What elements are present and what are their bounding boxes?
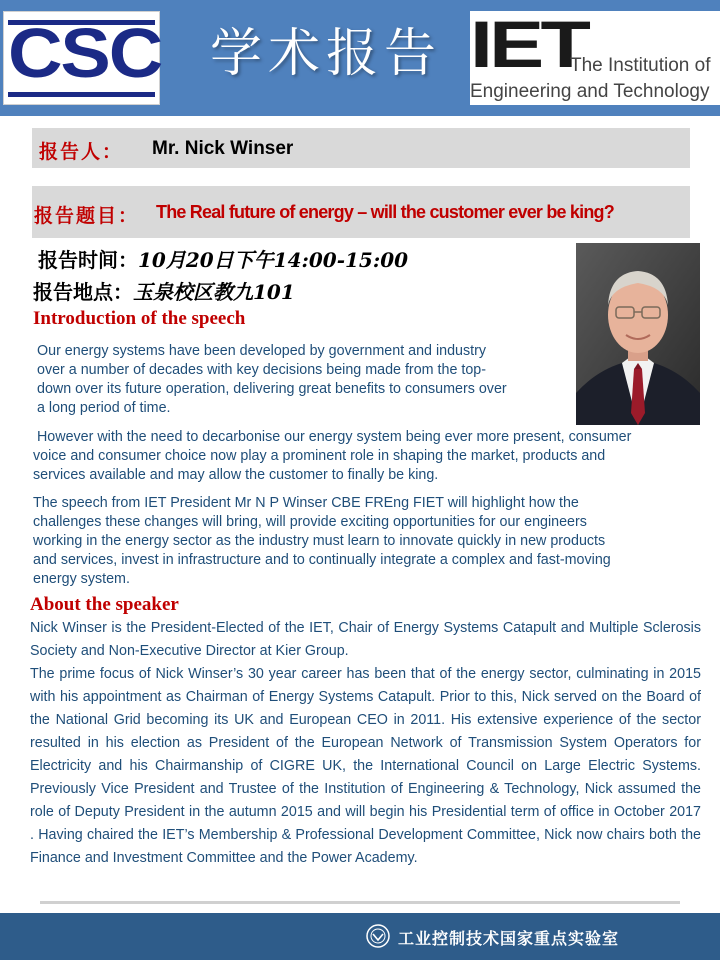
time-label: 报告时间： bbox=[38, 248, 138, 272]
text-line: and services, invest in infrastructure and to continually integrate a complex and fast-moving bbox=[33, 552, 611, 568]
speaker-bar bbox=[32, 128, 690, 168]
place-value: 玉泉校区教九101 bbox=[133, 280, 295, 304]
header-banner bbox=[0, 0, 720, 116]
intro-heading: Introduction of the speech bbox=[33, 308, 246, 329]
speaker-name: Mr. Nick Winser bbox=[152, 138, 294, 159]
footer-bar bbox=[0, 913, 720, 960]
speaker-portrait-icon bbox=[576, 243, 700, 425]
iet-logo-mark: IET bbox=[470, 7, 588, 81]
place-label: 报告地点： bbox=[33, 280, 133, 304]
text-line: services available and may allow the customer to finally be king. bbox=[33, 467, 439, 483]
logo-stripe bbox=[8, 92, 155, 97]
iet-logo-line2: Engineering and Technology bbox=[470, 81, 710, 102]
iet-logo-line1: The Institution of bbox=[570, 55, 711, 76]
time-value: 10月20日下午14:00-15:00 bbox=[138, 248, 409, 272]
speaker-label: 报告人： bbox=[39, 141, 124, 163]
footer-lab-name: 工业控制技术国家重点实验室 bbox=[398, 929, 620, 948]
topic-text: The Real future of energy – will the customer ever be king? bbox=[156, 202, 614, 222]
intro-paragraph-3 bbox=[33, 494, 683, 589]
page-title: 学术报告 bbox=[210, 24, 443, 84]
topic-label: 报告题目： bbox=[34, 205, 140, 227]
intro-paragraph-2 bbox=[33, 428, 705, 485]
text-line: over a number of decades with key decisions being made from the top- bbox=[37, 362, 487, 378]
divider bbox=[40, 901, 680, 904]
about-paragraph-2: The prime focus of Nick Winser’s 30 year career has been that of the energy sector, culminating in 2015 with his appointment as Chairman of Energy Systems Catapult. Prior to this, Nick served on the Board of the National Grid becoming its UK and European CEO in 2011. His extensive experience of the sector resulted in his election as President of the European Network of Transmission System Operators for Electricity and his Chairmanship of CIGRE UK, the International Council on Large Electric Systems. Previously Vice President and Trustee of the Institution of Engineering & Technology, Nick assumed the role of Deputy President in the autumn 2015 and will begin his Presidential term of office in October 2017 . Having chaired the IET’s Membership & Professional Development Committee, Nick now chairs both the Finance and Investment Committee and the Power Academy. bbox=[30, 666, 701, 866]
text-line: down over its future operation, delivering great benefits to consumers over bbox=[37, 381, 507, 397]
text-line: The speech from IET President Mr N P Winser CBE FREng FIET will highlight how the bbox=[33, 495, 579, 511]
csc-logo-text: CSC bbox=[8, 14, 162, 92]
speaker-photo bbox=[576, 243, 700, 425]
about-body bbox=[30, 617, 701, 870]
text-line: working in the energy sector as the industry must learn to innovate quickly in new products bbox=[33, 533, 606, 549]
university-emblem-icon bbox=[366, 924, 390, 948]
text-line: Our energy systems have been developed by government and industry bbox=[37, 343, 487, 359]
text-line: voice and consumer choice now play a prominent role in shaping the market, products and bbox=[33, 448, 606, 464]
intro-paragraph-1 bbox=[37, 342, 567, 418]
time-line bbox=[38, 244, 408, 273]
iet-logo bbox=[470, 7, 720, 105]
about-paragraph-1: Nick Winser is the President-Elected of the IET, Chair of Energy Systems Catapult and Multiple Sclerosis Society and Non-Executive Director at Kier Group. bbox=[30, 620, 701, 659]
csc-logo bbox=[3, 11, 160, 105]
text-line: a long period of time. bbox=[37, 400, 171, 416]
text-line: energy system. bbox=[33, 571, 130, 587]
about-heading: About the speaker bbox=[30, 594, 179, 615]
text-line: challenges these changes will bring, will provide exciting opportunities for our engineers bbox=[33, 514, 587, 530]
topic-bar bbox=[32, 186, 690, 238]
text-line: However with the need to decarbonise our energy system being ever more present, consumer bbox=[33, 429, 632, 445]
place-line bbox=[33, 276, 295, 305]
